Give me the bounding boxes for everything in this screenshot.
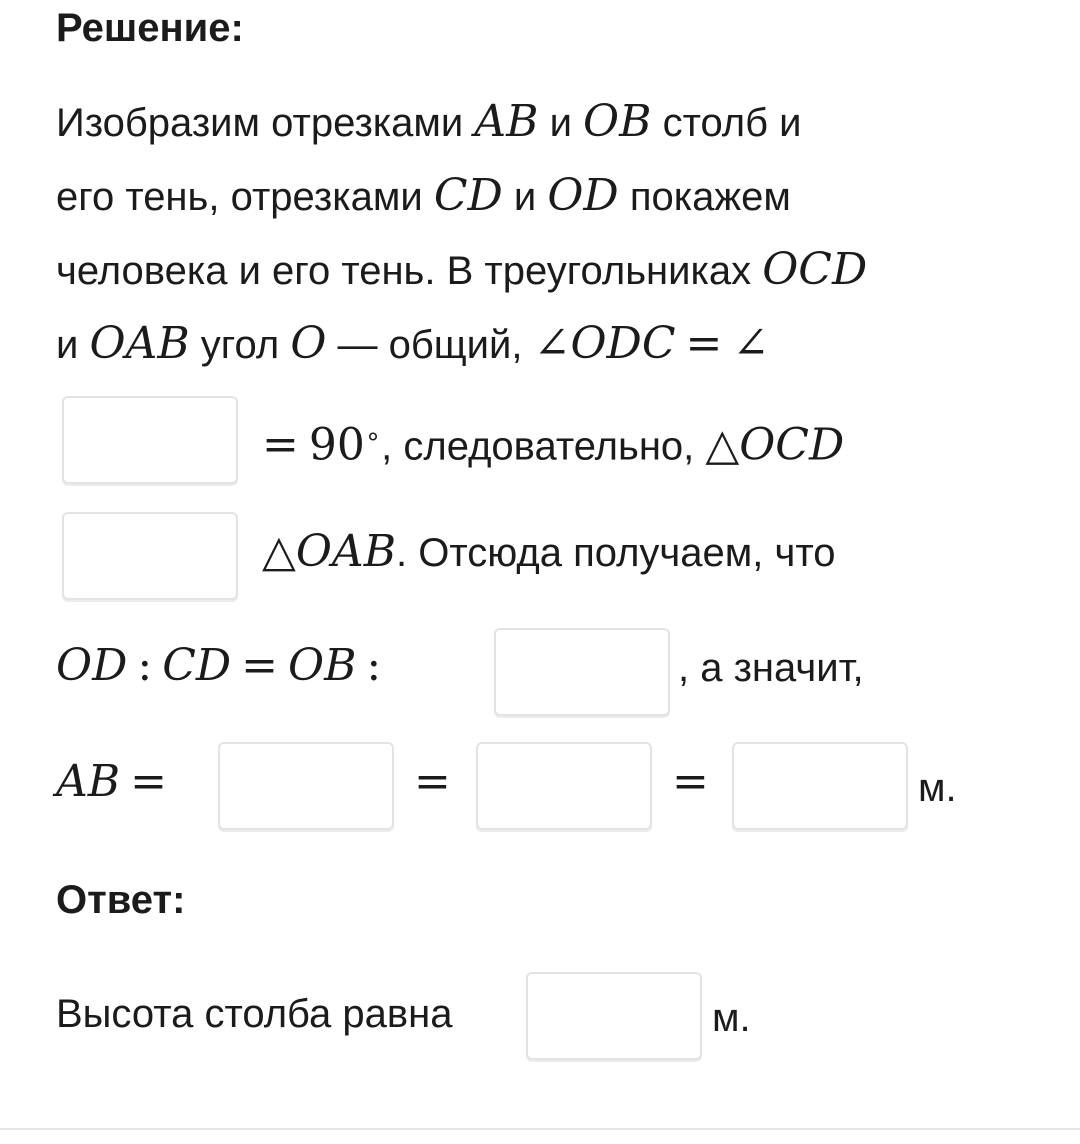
ab-step3-input[interactable] <box>732 742 908 830</box>
math-ab: AB <box>56 756 121 807</box>
colon-sign: : <box>366 640 382 691</box>
equals-sign: = <box>414 756 451 807</box>
colon-sign: : <box>137 640 153 691</box>
math-ocd: OCD <box>762 244 868 295</box>
text: человека и его тень. В треугольниках <box>56 249 763 293</box>
solution-line-3 <box>56 246 867 295</box>
text: и <box>56 323 90 367</box>
text: его тень, отрезками <box>56 175 434 219</box>
text: и <box>502 175 548 219</box>
degree-symbol: ∘ <box>364 421 382 451</box>
angle-vertex-input[interactable] <box>62 396 238 484</box>
answer-heading: Ответ: <box>56 878 186 922</box>
ab-step2-input[interactable] <box>476 742 652 830</box>
text: и <box>538 101 584 145</box>
equals-sign: = <box>262 419 299 471</box>
text: — общий, <box>326 323 534 367</box>
solution-line-6 <box>262 528 835 577</box>
math-o: O <box>290 318 327 369</box>
solution-line-5 <box>252 412 844 470</box>
solution-line-4 <box>56 320 769 369</box>
math-angle-odc: ∠ODC <box>533 318 676 369</box>
solution-line-2 <box>56 172 791 221</box>
equals-sign: = <box>241 640 279 691</box>
equals-sign-2 <box>404 758 461 807</box>
triangle-symbol: △ <box>705 419 740 471</box>
solution-line-1 <box>56 98 802 147</box>
angle-symbol: ∠ <box>732 318 770 369</box>
unit-meters: м. <box>918 766 957 810</box>
ninety-value: 90 <box>308 419 365 471</box>
equals-sign: = <box>685 318 723 369</box>
math-od: OD <box>547 170 619 221</box>
similarity-sign-input[interactable] <box>62 512 238 600</box>
math-oab: OAB <box>89 318 190 369</box>
solution-line-7-right <box>678 644 864 692</box>
math-ob: OB <box>583 96 652 147</box>
math-cd: CD <box>433 170 503 221</box>
ratio-denominator-input[interactable] <box>494 628 670 716</box>
math-ocd: OCD <box>739 419 845 471</box>
text: , а значит, <box>678 646 864 690</box>
triangle-symbol: △ <box>262 526 296 577</box>
equals-sign: = <box>672 756 709 807</box>
answer-unit-meters: м. <box>712 996 751 1040</box>
text: . Отсюда получаем, что <box>396 531 836 575</box>
text: , следовательно, <box>381 424 706 469</box>
equals-sign: = <box>130 756 167 807</box>
math-oab: OAB <box>295 526 397 577</box>
solution-heading: Решение: <box>56 6 244 50</box>
math-od: OD <box>56 640 128 691</box>
final-answer-input[interactable] <box>526 972 702 1060</box>
math-ab: AB <box>474 96 539 147</box>
math-cd: CD <box>162 640 232 691</box>
equals-sign-3 <box>662 758 719 807</box>
text: угол <box>189 323 291 367</box>
solution-line-7-left <box>56 642 391 691</box>
answer-text: Высота столба равна <box>56 992 453 1036</box>
solution-line-8-ab <box>56 758 177 807</box>
ab-step1-input[interactable] <box>218 742 394 830</box>
text: покажем <box>618 175 791 219</box>
math-ob: OB <box>288 640 357 691</box>
text: Изобразим отрезками <box>56 101 475 145</box>
text: столб и <box>651 101 802 145</box>
bottom-divider <box>0 1128 1080 1130</box>
